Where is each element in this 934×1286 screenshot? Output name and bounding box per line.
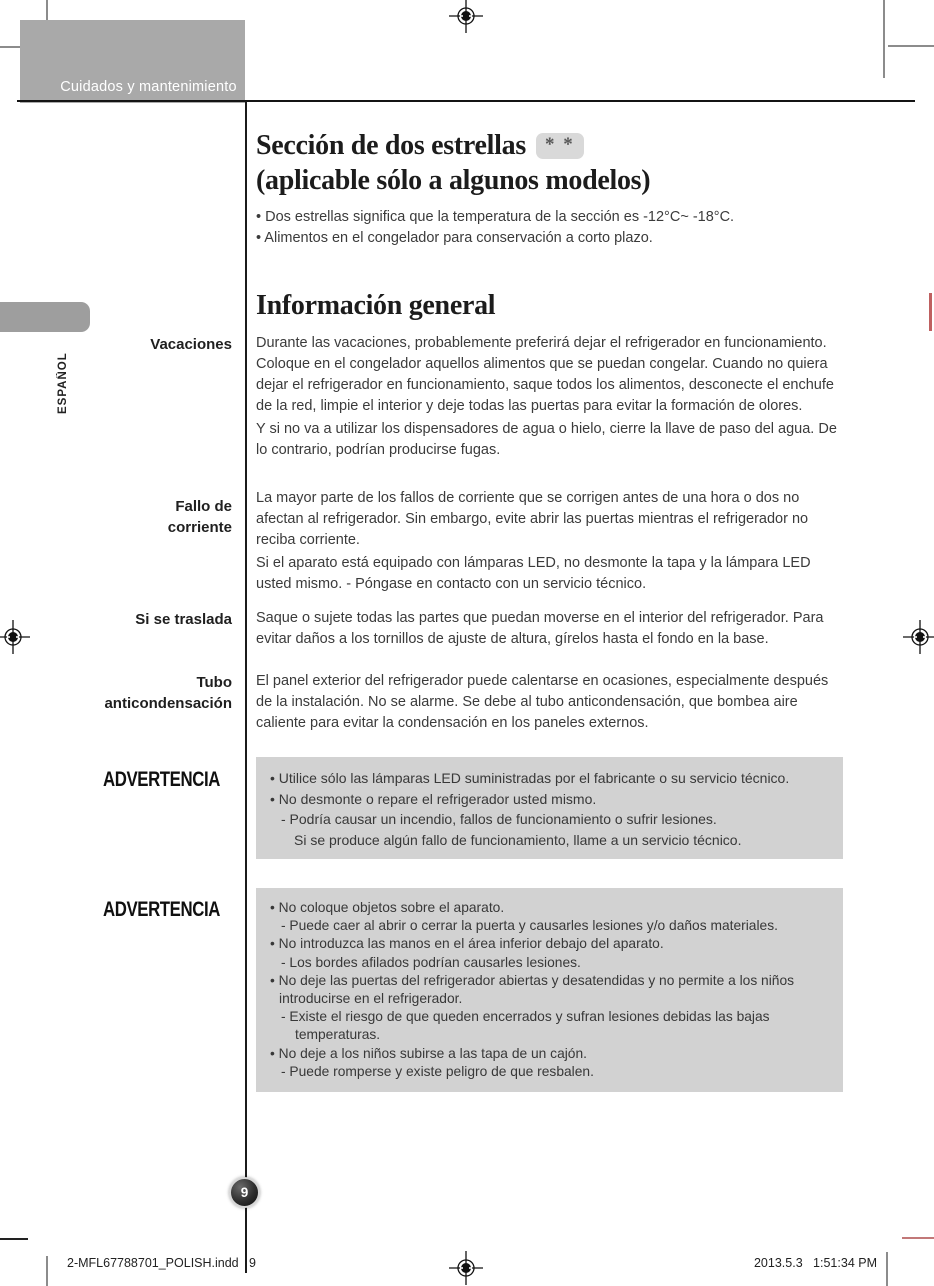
paragraph-fallo-de-corriente (256, 488, 843, 595)
paragraph-text: Durante las vacaciones, probablemente preferirá dejar el refrigerador en funcionamiento. Coloque en el congelador aquellos alimentos que se puedan congelar. Cuando no quiera dejar el refrigerador en funcionamiento, saque todos los alimentos, desconecte el enchufe de la red, limpie el interior y deje todas las puertas para evitar la formación de olores. (256, 335, 834, 414)
warning-line: introducirse en el refrigerador. (279, 991, 463, 1007)
warning-line: - Podría causar un incendio, fallos de funcionamiento o sufrir lesiones. (281, 811, 717, 827)
bullet-item: • Dos estrellas significa que la temperatura de la sección es -12°C~ -18°C. (256, 209, 735, 225)
warning-line: • No desmonte o repare el refrigerador usted mismo. (270, 790, 597, 807)
bullet-item: • Alimentos en el congelador para conservación a corto plazo. (256, 230, 653, 246)
warning-2-box (256, 888, 843, 1092)
label-line: Tubo (196, 674, 232, 691)
registration-mark-top (449, 0, 483, 33)
warning-line: temperaturas. (295, 1027, 381, 1043)
warning-line: - Puede romperse y existe peligro de que resbalen. (281, 1063, 594, 1079)
warning-line: - Puede caer al abrir o cerrar la puerta y causarles lesiones y/o daños materiales. (281, 918, 778, 934)
paragraph-tubo-anticondensacion (256, 671, 843, 734)
crop-mark-top-right-h (888, 45, 934, 47)
warning-label: ADVERTENCIA (103, 767, 220, 791)
chapter-title: Cuidados y mantenimiento (60, 79, 237, 95)
language-side-tab (0, 302, 90, 332)
label-fallo-de-corriente (30, 496, 232, 538)
section-edge-mark (929, 293, 932, 331)
crop-mark-bottom-left-v (46, 1256, 48, 1286)
footer-file-name: 2-MFL67788701_POLISH.indd 9 (67, 1256, 257, 1270)
chapter-header-tab (20, 20, 245, 103)
label-vacaciones (30, 334, 232, 355)
paragraph-text: El panel exterior del refrigerador puede calentarse en ocasiones, especialmente después de la instalación. No se alarme. Se debe al tubo anticondensación, que bombea aire caliente para evitar la condensación en los paneles externos. (256, 673, 829, 731)
label-line: Vacaciones (150, 336, 232, 353)
column-divider (245, 101, 247, 1273)
label-line: corriente (167, 519, 232, 536)
warning-1-tag (98, 765, 248, 794)
warning-line: • No deje las puertas del refrigerador abiertas y desatendidas y no permite a los niños (270, 972, 795, 988)
label-line: Fallo de (175, 498, 232, 515)
warning-line: • Utilice sólo las lámparas LED suministradas por el fabricante o su servicio técnico. (270, 770, 790, 786)
warning-line: - Los bordes afilados podrían causarles lesiones. (281, 954, 581, 970)
paragraph-text: Si el aparato está equipado con lámparas LED, no desmonte la tapa y la lámpara LED usted mismo. - Póngase en contacto con un servicio técnico. (256, 555, 811, 592)
title-line-1 (256, 128, 843, 163)
two-star-badge: * * (536, 133, 584, 159)
language-label: ESPAÑOL (57, 352, 69, 414)
label-line: anticondensación (104, 695, 232, 712)
paragraph-text: La mayor parte de los fallos de corriente que se corrigen antes de una hora o dos no afectan al refrigerador. Sin embargo, evite abrir las puertas mientras el refrigerador no reciba corriente. (256, 490, 809, 548)
label-si-se-traslada (30, 609, 232, 630)
heading-text: Información general (256, 290, 496, 321)
warning-line: • No introduzca las manos en el área inferior debajo del aparato. (270, 936, 664, 952)
paragraph-vacaciones (256, 333, 843, 461)
page-number-badge (229, 1177, 260, 1208)
paragraph-text: Saque o sujete todas las partes que puedan moverse en el interior del refrigerador. Para evitar daños a los tornillos de ajuste de altura, gírelos hasta el fondo en la base. (256, 610, 824, 647)
crop-mark-bottom-right-v (886, 1252, 888, 1286)
title-line-2: (aplicable sólo a algunos modelos) (256, 165, 651, 196)
crop-mark-bottom-left-h (0, 1238, 28, 1240)
crop-mark-top-right-v (883, 0, 885, 78)
page-number: 9 (240, 1185, 249, 1200)
warning-1-box (256, 757, 843, 859)
crop-mark-bottom-right-h (902, 1237, 934, 1239)
footer-timestamp: 2013.5.3 1:51:34 PM (753, 1256, 877, 1270)
two-stars-bullets (256, 207, 843, 249)
label-tubo-anticondensacion (30, 672, 232, 714)
warning-line: • No coloque objetos sobre el aparato. (270, 900, 505, 915)
warning-label: ADVERTENCIA (103, 897, 220, 921)
warning-2-tag (98, 895, 248, 924)
warning-line: • No deje a los niños subirse a las tapa de un cajón. (270, 1045, 587, 1061)
paragraph-text: Y si no va a utilizar los dispensadores de agua o hielo, cierre la llave de paso del agua. De lo contrario, podrían producirse fugas. (256, 421, 837, 458)
registration-mark-bottom (449, 1251, 483, 1285)
general-info-heading (256, 288, 843, 323)
warning-line: - Existe el riesgo de que queden encerrados y sufran lesiones debidas las bajas (281, 1009, 770, 1025)
section-two-stars-title (256, 128, 843, 198)
paragraph-si-se-traslada (256, 608, 843, 650)
registration-mark-right (903, 620, 934, 654)
warning-line: Si se produce algún fallo de funcionamiento, llame a un servicio técnico. (294, 831, 742, 848)
registration-mark-left (0, 620, 30, 654)
label-line: Si se traslada (135, 611, 232, 628)
header-rule (17, 100, 915, 102)
title-text: Sección de dos estrellas (256, 130, 526, 161)
